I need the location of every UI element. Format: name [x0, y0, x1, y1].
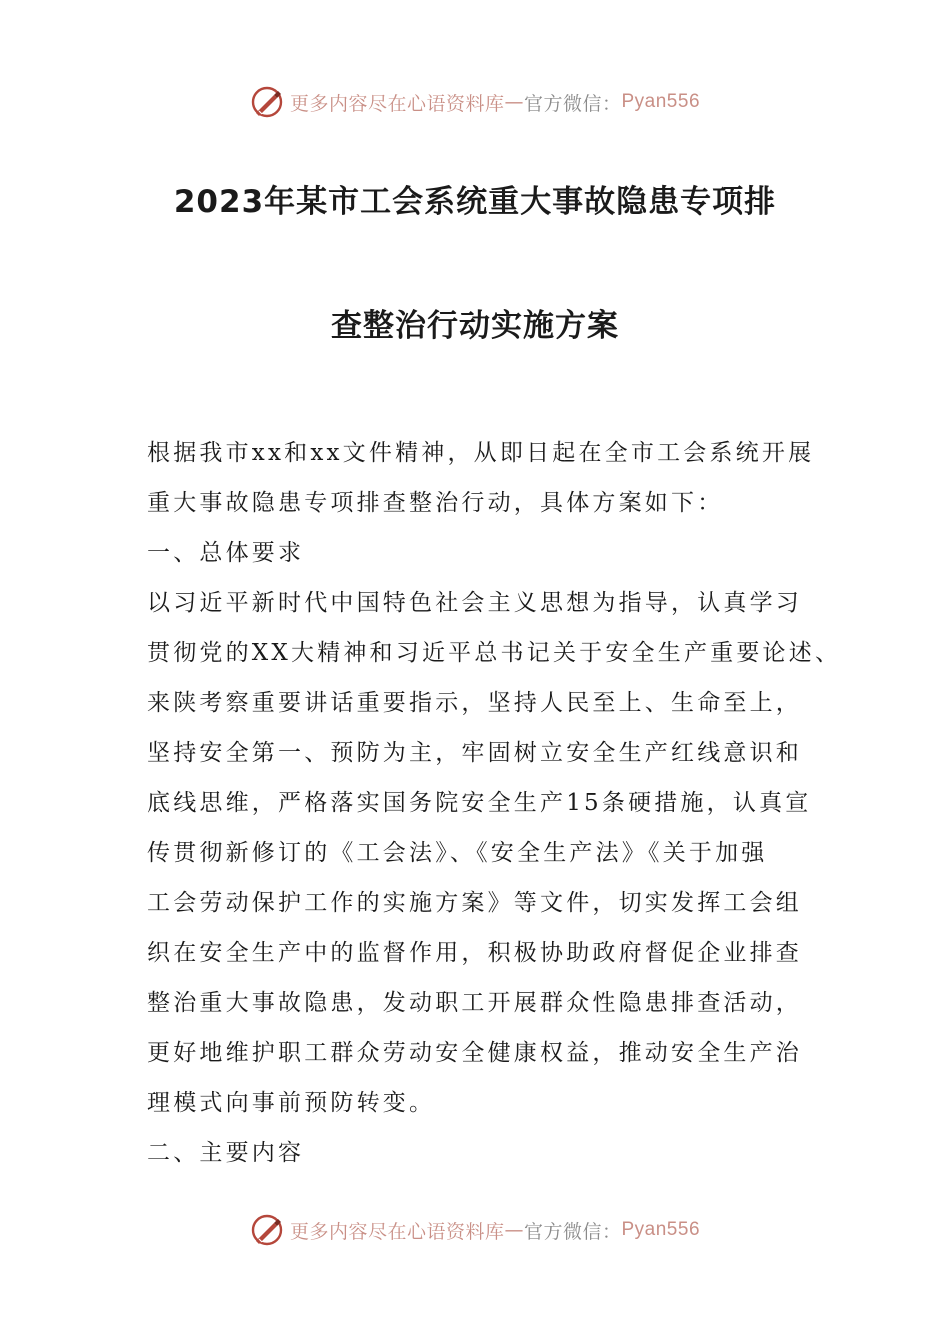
- body-line: 来陕考察重要讲话重要指示，坚持人民至上、生命至上，: [147, 690, 802, 716]
- watermark-contact-id: Pyan556: [621, 1219, 701, 1240]
- watermark-site-text: 更多内容尽在心语资料库: [289, 1220, 505, 1243]
- body-line: 根据我市xx和xx文件精神，从即日起在全市工会系统开展: [147, 440, 815, 466]
- document-title-line2: 查整治行动实施方案: [331, 308, 619, 344]
- body-line: 坚持安全第一、预防为主，牢固树立安全生产红线意识和: [147, 740, 802, 766]
- body-line: 传贯彻新修订的《工会法》、《安全生产法》《关于加强: [147, 840, 768, 866]
- watermark-dash: —: [504, 1219, 524, 1241]
- pen-logo-icon: [250, 85, 284, 119]
- watermark-contact-id: Pyan556: [621, 91, 701, 112]
- watermark-dash: —: [504, 91, 524, 113]
- header-watermark: [0, 82, 950, 122]
- body-line: 工会劳动保护工作的实施方案》等文件，切实发挥工会组: [147, 890, 802, 916]
- watermark-contact-label: 官方微信：: [523, 1220, 622, 1243]
- section-heading: 二、主要内容: [147, 1140, 305, 1166]
- watermark-contact-label: 官方微信：: [523, 92, 622, 115]
- footer-watermark: [0, 1210, 950, 1250]
- body-line: 贯彻党的XX大精神和习近平总书记关于安全生产重要论述、: [147, 640, 842, 666]
- pen-logo-icon: [250, 1213, 284, 1247]
- section-heading: 一、总体要求: [147, 540, 305, 566]
- body-line: 底线思维，严格落实国务院安全生产15条硬措施，认真宣: [147, 790, 812, 816]
- body-line: 重大事故隐患专项排查整治行动，具体方案如下：: [147, 490, 724, 516]
- watermark-site-text: 更多内容尽在心语资料库: [289, 92, 505, 115]
- body-line: 以习近平新时代中国特色社会主义思想为指导，认真学习: [147, 590, 802, 616]
- body-line: 织在安全生产中的监督作用，积极协助政府督促企业排查: [147, 940, 802, 966]
- body-line: 整治重大事故隐患，发动职工开展群众性隐患排查活动，: [147, 990, 802, 1016]
- body-line: 更好地维护职工群众劳动安全健康权益，推动安全生产治: [147, 1040, 802, 1066]
- body-line: 理模式向事前预防转变。: [147, 1090, 436, 1116]
- document-body: [147, 428, 842, 1178]
- document-title-line1: 2023年某市工会系统重大事故隐患专项排: [173, 184, 777, 220]
